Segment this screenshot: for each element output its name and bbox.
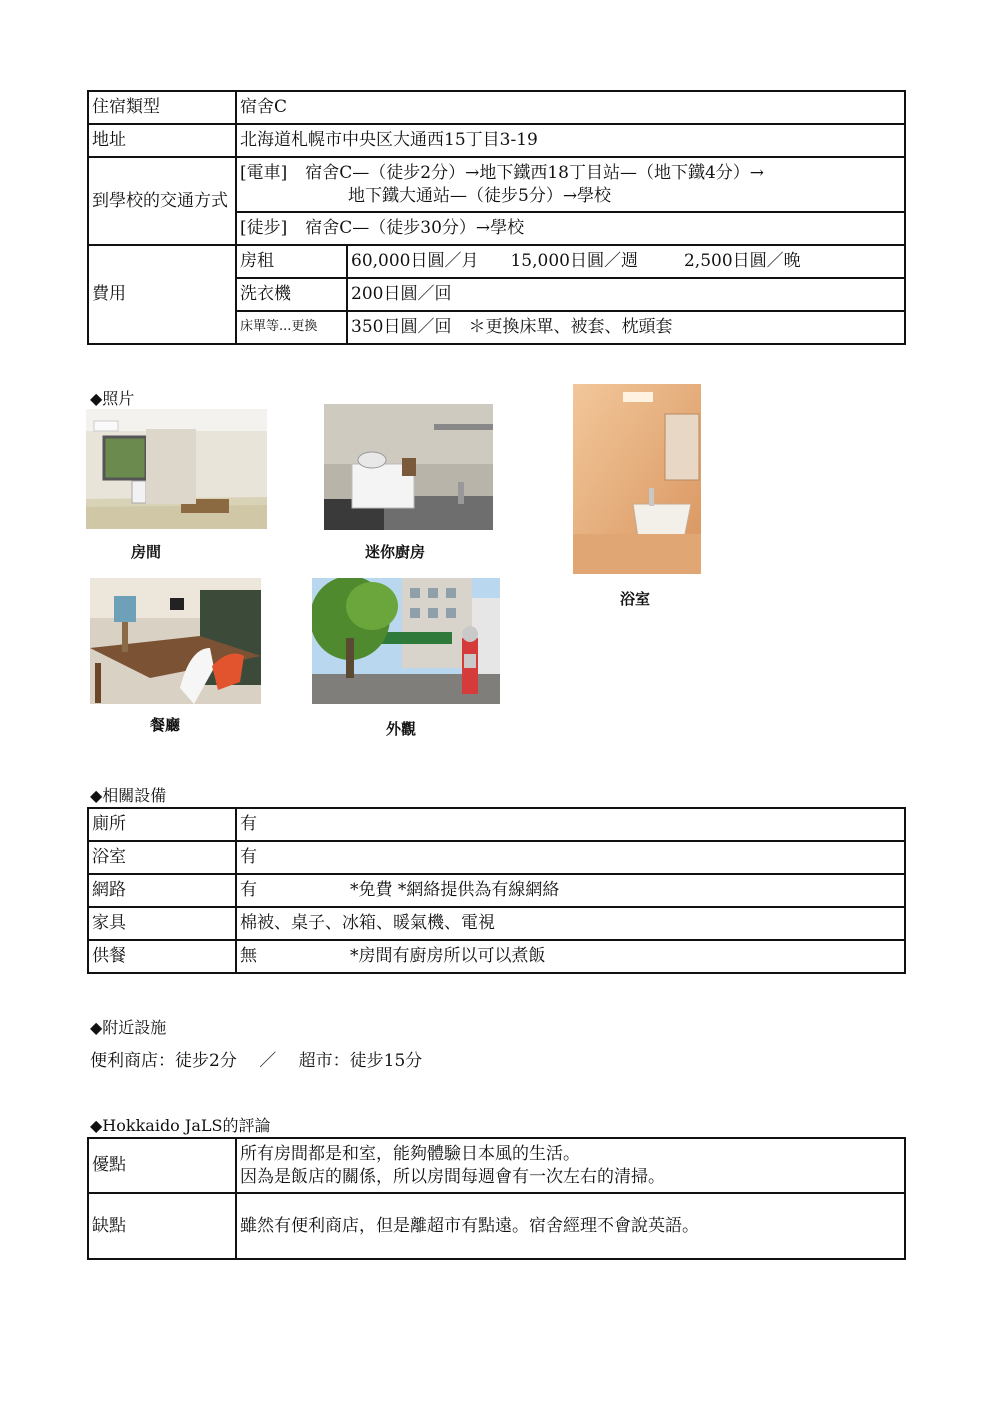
facilities-table xyxy=(87,807,906,974)
pros-line-1: 所有房間都是和室，能夠體驗日本風的生活。 xyxy=(240,1144,580,1165)
cons-value: 雖然有便利商店，但是離超市有點遠。宿舍經理不會說英語。 xyxy=(236,1193,905,1259)
room-caption: 房間 xyxy=(130,543,161,561)
kitchen-caption: 迷你廚房 xyxy=(364,543,425,561)
type-value: 宿舍C xyxy=(236,91,905,124)
cons-label: 缺點 xyxy=(88,1193,236,1259)
bath-caption: 浴室 xyxy=(619,590,650,608)
review-heading: ◆Hokkaido JaLS的評論 xyxy=(90,1116,271,1135)
exterior-photo xyxy=(312,578,500,704)
facility-label: 家具 xyxy=(88,907,236,940)
pros-value xyxy=(236,1138,905,1193)
facility-label: 網路 xyxy=(88,874,236,907)
rent-label: 房租 xyxy=(236,245,347,278)
facility-value: 有 *免費 *網絡提供為有線網絡 xyxy=(236,874,905,907)
facility-value: 棉被、桌子、冰箱、暖氣機、電視 xyxy=(236,907,905,940)
rent-night: 2,500日圓／晚 xyxy=(683,251,801,272)
walk-tag: [徒步] xyxy=(240,218,288,239)
room-photo xyxy=(86,409,267,529)
laundry-label: 洗衣機 xyxy=(236,278,347,311)
address-label: 地址 xyxy=(88,124,236,157)
rent-month: 60,000日圓／月 xyxy=(351,251,479,272)
nearby-heading: ◆附近設施 xyxy=(90,1018,167,1037)
exterior-caption: 外觀 xyxy=(385,720,416,738)
train-line-2: 地下鐵大通站—（徒步5分）→學校 xyxy=(348,185,612,206)
walk-line: 宿舍C—（徒步30分）→學校 xyxy=(305,218,525,239)
pros-line-2: 因為是飯店的關係，所以房間每週會有一次左右的清掃。 xyxy=(240,1166,665,1187)
laundry-value: 200日圓／回 xyxy=(347,278,905,311)
info-table xyxy=(87,90,906,345)
rent-value xyxy=(347,245,905,278)
facility-label: 廁所 xyxy=(88,808,236,841)
facility-note: *免費 *網絡提供為有線網絡 xyxy=(350,880,560,901)
type-label: 住宿類型 xyxy=(88,91,236,124)
facility-value: 無 *房間有廚房所以可以煮飯 xyxy=(236,940,905,973)
review-table xyxy=(87,1137,906,1260)
sheet-label: 床單等...更換 xyxy=(236,311,347,344)
train-line-1: 宿舍C—（徒步2分）→地下鐵西18丁目站—（地下鐵4分）→ xyxy=(305,163,765,184)
pros-label: 優點 xyxy=(88,1138,236,1193)
kitchen-photo xyxy=(324,404,493,530)
train-tag: [電車] xyxy=(240,163,288,184)
walk-route xyxy=(236,212,905,245)
transport-label: 到學校的交通方式 xyxy=(88,157,236,245)
rent-week: 15,000日圓／週 xyxy=(510,251,638,272)
facilities-heading: ◆相關設備 xyxy=(90,786,167,805)
facility-value: 有 xyxy=(236,808,905,841)
facility-note: *房間有廚房所以可以煮飯 xyxy=(350,946,546,967)
sheet-value: 350日圓／回 ＊更換床單、被套、枕頭套 xyxy=(347,311,905,344)
dining-photo xyxy=(90,578,261,704)
facility-label: 供餐 xyxy=(88,940,236,973)
bath-photo xyxy=(573,384,701,574)
photos-heading: ◆照片 xyxy=(90,389,135,408)
address-value: 北海道札幌市中央区大通西15丁目3-19 xyxy=(236,124,905,157)
fee-label: 費用 xyxy=(88,245,236,344)
dining-caption: 餐廳 xyxy=(149,716,180,734)
train-route xyxy=(236,157,905,212)
facility-label: 浴室 xyxy=(88,841,236,874)
facility-value: 有 xyxy=(236,841,905,874)
nearby-text: 便利商店：徒步2分 ／ 超市：徒步15分 xyxy=(90,1051,423,1071)
